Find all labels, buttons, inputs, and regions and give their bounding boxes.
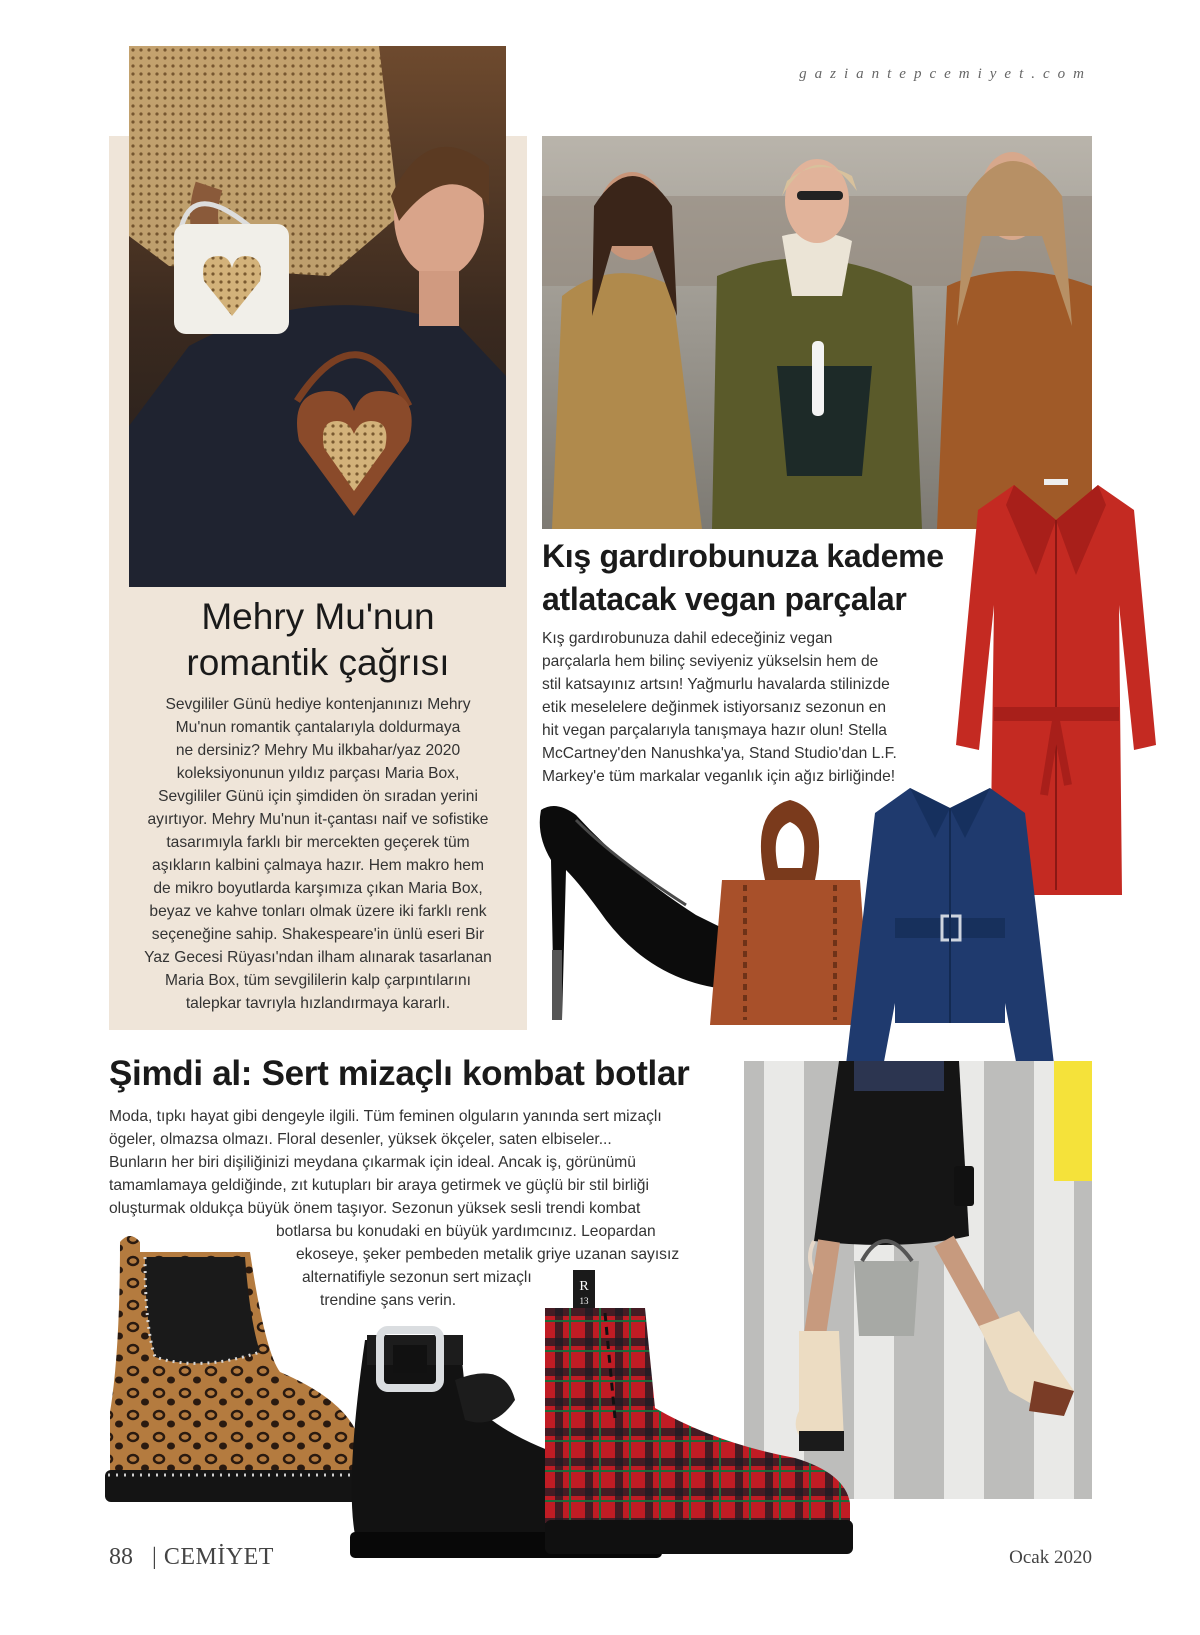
mehry-body-line: Sevgililer Günü hediye kontenjanınızı Mehry	[165, 696, 471, 713]
page-number: 88	[109, 1544, 133, 1570]
red-tartan-combat-boot-product	[545, 1268, 855, 1558]
magazine-name-text: CEMİYET	[163, 1544, 274, 1570]
mehry-body-line: beyaz ve kahve tonları olmak üzere iki farklı renk	[149, 903, 487, 920]
vegan-article-title	[542, 535, 962, 621]
boots-body-line: oluşturmak oldukça büyük önem taşıyor. Sezonun yüksek sesli trendi kombat	[109, 1200, 641, 1217]
vegan-body-line: parçalarla hem bilinç seviyeniz yükselsin hem de	[542, 653, 879, 670]
vegan-body-line: etik meselelere değinmek istiyorsanız sezonun en	[542, 699, 887, 716]
mehry-body-line: Yaz Gecesi Rüyası'ndan ilham alınarak tasarlanan	[144, 949, 492, 966]
boot-tag-number: 13	[579, 1296, 589, 1306]
magazine-name: | CEMİYET	[152, 1544, 274, 1570]
vegan-body-line: Markey'e tüm markalar veganlık için ağız birliğinde!	[542, 768, 896, 785]
vegan-body-line: McCartney'den Nanushka'ya, Stand Studio'dan L.F.	[542, 745, 897, 762]
boots-article-title: Şimdi al: Sert mizaçlı kombat botlar	[109, 1054, 690, 1093]
mehry-body-line: Sevgililer Günü için şimdiden ön sıradan yerini	[158, 788, 478, 805]
vegan-body-line: stil katsayınız artsın! Yağmurlu havalarda stilinizde	[542, 676, 890, 693]
vegan-article-body	[542, 627, 942, 788]
mehry-mu-campaign-photo	[129, 46, 506, 587]
vegan-body-line: Kış gardırobunuza dahil edeceğiniz vegan	[542, 630, 833, 647]
boot-tag-brand: R	[579, 1279, 589, 1294]
mehry-title-line: romantik çağrısı	[186, 642, 450, 683]
boots-body-line: ekoseye, şeker pembeden metalik griye uzanan sayısız	[296, 1246, 680, 1263]
boots-body-line: Moda, tıpkı hayat gibi dengeyle ilgili. Tüm feminen olguların yanında sert mizaçlı	[109, 1108, 662, 1125]
vegan-title-line: Kış gardırobunuza kademe	[542, 538, 944, 574]
mehry-body-line: Maria Box, tüm sevgililerin kalp çarpıntılarını	[165, 972, 471, 989]
mehry-body-line: seçeneğine sahip. Shakespeare'in ünlü eseri Bir	[151, 926, 485, 943]
mehry-body-line: ayırtıyor. Mehry Mu'nun it-çantası naif ve sofistike	[147, 811, 489, 828]
mehry-body-line: de mikro boyutlarda karşımıza çıkan Maria Box,	[153, 880, 483, 897]
mehry-body-line: koleksiyonunun yıldız parçası Maria Box,	[176, 765, 460, 782]
mehry-body-line: ne dersiniz? Mehry Mu ilkbahar/yaz 2020	[175, 742, 461, 759]
boots-body-line: trendine şans verin.	[320, 1292, 457, 1309]
boots-body-line: Bunların her biri dişiliğinizi meydana çıkarmak için ideal. Ancak iş, görünümü	[109, 1154, 636, 1171]
navy-leather-shirt-product	[840, 783, 1060, 1095]
mehry-body-line: tasarımıyla farklı bir mercekten geçerek tüm	[166, 834, 470, 851]
site-url: gaziantepcemiyet.com	[799, 66, 1092, 82]
leopard-studded-boot-product	[100, 1232, 370, 1507]
mehry-article-title	[109, 594, 527, 686]
mehry-title-line: Mehry Mu'nun	[201, 596, 435, 637]
issue-date: Ocak 2020	[1009, 1547, 1092, 1568]
boots-body-line: tamamlamaya geldiğinde, zıt kutupları bir araya getirmek ve güçlü bir stil birliği	[109, 1177, 649, 1194]
mehry-article-body	[124, 693, 512, 1015]
boots-body-line: alternatifiyle sezonun sert mizaçlı	[302, 1269, 532, 1286]
mehry-body-line: talepkar tavrıyla hızlandırmaya kararlı.	[185, 995, 451, 1012]
vegan-body-line: hit vegan parçalarıyla tanışmaya hazır olun! Stella	[542, 722, 887, 739]
mehry-body-line: Mu'nun romantik çantalarıyla doldurmaya	[175, 719, 461, 736]
mehry-body-line: aşıkların kalbini çalmaya hazır. Hem makro hem	[152, 857, 484, 874]
boots-body-line: ögeler, olmazsa olmazı. Floral desenler, yüksek ökçeler, saten elbiseler...	[109, 1131, 612, 1148]
vegan-title-line: atlatacak vegan parçalar	[542, 581, 907, 617]
boots-body-line: botlarsa bu konudaki en büyük yardımcınız. Leopardan	[276, 1223, 656, 1240]
